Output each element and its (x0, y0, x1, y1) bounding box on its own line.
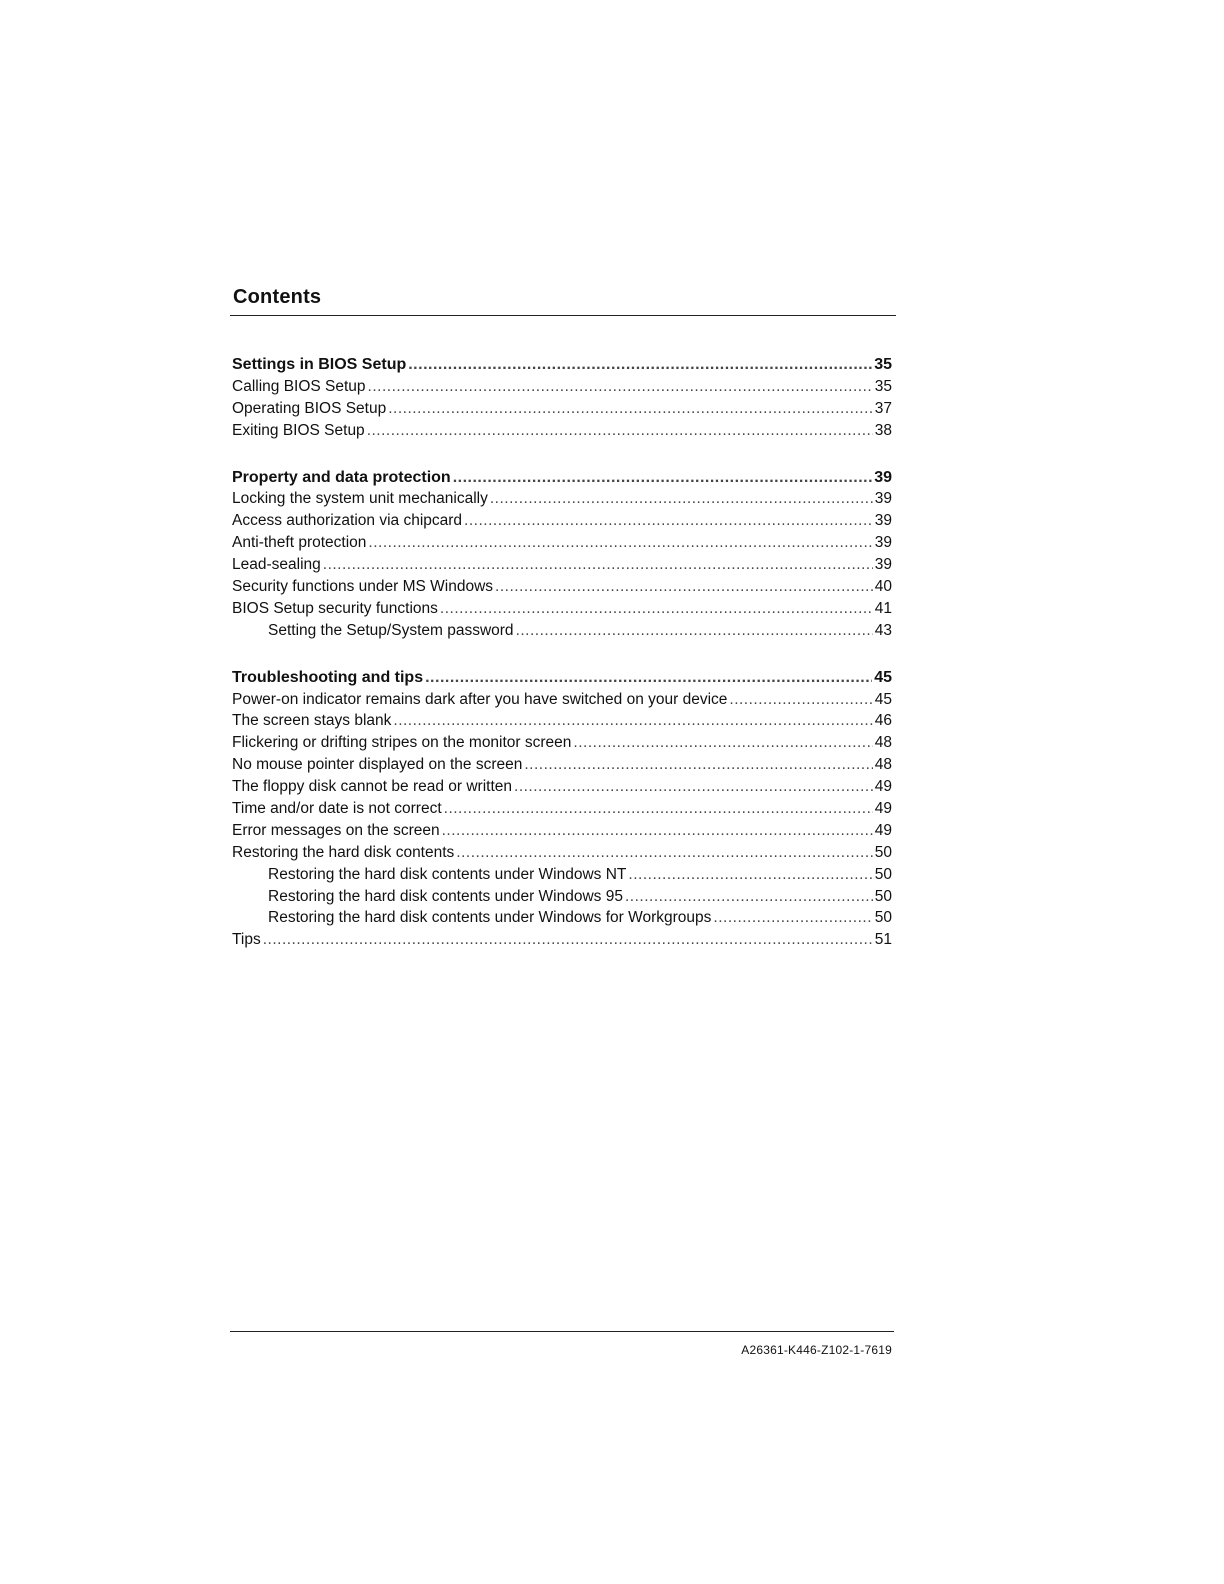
dot-leader (524, 754, 872, 776)
dot-leader (514, 776, 873, 798)
toc-entry[interactable] (232, 488, 892, 510)
toc-page-number: 50 (874, 909, 892, 927)
toc-page-number: 39 (874, 468, 892, 486)
toc-page-number: 40 (874, 578, 892, 596)
toc-entry[interactable] (232, 754, 892, 776)
toc-entry-title: No mouse pointer displayed on the screen (232, 756, 523, 774)
toc-page-number: 50 (874, 843, 892, 861)
toc-page-number: 38 (874, 421, 892, 439)
toc-page-number: 45 (874, 690, 892, 708)
dot-leader (453, 467, 873, 489)
toc-entry-title: Power-on indicator remains dark after you have switched on your device (232, 690, 728, 708)
toc-page-number: 49 (874, 778, 892, 796)
toc-entry[interactable] (232, 420, 892, 442)
toc-entry[interactable] (232, 820, 892, 842)
toc-entry[interactable] (232, 776, 892, 798)
dot-leader (368, 376, 873, 398)
toc-entry-title: Anti-theft protection (232, 534, 367, 552)
dot-leader (425, 667, 872, 689)
dot-leader (408, 354, 872, 376)
dot-leader (464, 510, 873, 532)
dot-leader (456, 842, 872, 864)
toc-entry-title: Restoring the hard disk contents under Windows for Workgroups (268, 909, 712, 927)
toc-entry-title: Property and data protection (232, 468, 451, 486)
toc-entry-title: Exiting BIOS Setup (232, 421, 365, 439)
toc-page-number: 37 (874, 399, 892, 417)
toc-entry-title: Settings in BIOS Setup (232, 356, 407, 373)
toc-entry[interactable] (232, 510, 892, 532)
dot-leader (388, 398, 873, 420)
dot-leader (516, 620, 873, 642)
toc-page-number: 43 (874, 621, 892, 639)
dot-leader (495, 576, 873, 598)
toc-entry[interactable] (232, 532, 892, 554)
toc-entry-title: Error messages on the screen (232, 821, 440, 839)
toc-page-number: 46 (874, 712, 892, 730)
toc-entry-title: Restoring the hard disk contents (232, 843, 455, 861)
dot-leader (323, 554, 873, 576)
top-rule (230, 315, 896, 316)
toc-entry-title: Restoring the hard disk contents under Windows 95 (268, 887, 623, 905)
toc-subentry[interactable] (232, 864, 892, 886)
toc-page-number: 45 (874, 668, 892, 686)
toc-page-number: 49 (874, 800, 892, 818)
document-id: A26361-K446-Z102-1-7619 (741, 1343, 892, 1357)
toc-entry-title: Time and/or date is not correct (232, 800, 442, 818)
toc-subentry[interactable] (232, 907, 892, 929)
toc-entry-title: The screen stays blank (232, 712, 392, 730)
toc-entry-title: BIOS Setup security functions (232, 599, 438, 617)
toc-entry-title: Lead-sealing (232, 556, 321, 574)
dot-leader (625, 886, 873, 908)
toc-entry-title: Locking the system unit mechanically (232, 490, 488, 508)
dot-leader (442, 820, 873, 842)
toc-entry-title: Restoring the hard disk contents under Windows NT (268, 865, 627, 883)
table-of-contents (232, 354, 892, 976)
toc-entry[interactable] (232, 710, 892, 732)
toc-entry[interactable] (232, 842, 892, 864)
toc-page-number: 39 (874, 490, 892, 508)
dot-leader (393, 710, 872, 732)
toc-entry[interactable] (232, 398, 892, 420)
toc-section-heading[interactable] (232, 354, 892, 376)
toc-entry[interactable] (232, 376, 892, 398)
toc-entry-title: Operating BIOS Setup (232, 399, 387, 417)
toc-page-number: 39 (874, 534, 892, 552)
toc-entry-title: Flickering or drifting stripes on the monitor screen (232, 734, 572, 752)
toc-entry-title: Security functions under MS Windows (232, 578, 494, 596)
toc-section (232, 354, 892, 442)
bottom-rule (230, 1331, 894, 1332)
dot-leader (628, 864, 872, 886)
toc-entry[interactable] (232, 798, 892, 820)
toc-section (232, 467, 892, 642)
toc-entry-title: Setting the Setup/System password (268, 621, 514, 639)
dot-leader (367, 420, 873, 442)
toc-entry-title: Access authorization via chipcard (232, 512, 463, 530)
dot-leader (713, 907, 872, 929)
toc-entry[interactable] (232, 929, 892, 951)
toc-page-number: 39 (874, 512, 892, 530)
dot-leader (490, 488, 873, 510)
toc-entry-title: Tips (232, 931, 261, 949)
toc-entry-title: Troubleshooting and tips (232, 668, 424, 686)
toc-subentry[interactable] (232, 620, 892, 642)
dot-leader (444, 798, 873, 820)
toc-page-number: 35 (874, 356, 892, 373)
toc-section (232, 667, 892, 952)
toc-subentry[interactable] (232, 886, 892, 908)
toc-entry[interactable] (232, 554, 892, 576)
toc-page-number: 41 (874, 599, 892, 617)
dot-leader (573, 732, 872, 754)
toc-page-number: 48 (874, 734, 892, 752)
dot-leader (368, 532, 872, 554)
toc-entry[interactable] (232, 732, 892, 754)
toc-page-number: 50 (874, 887, 892, 905)
toc-entry[interactable] (232, 576, 892, 598)
dot-leader (729, 689, 872, 711)
toc-entry[interactable] (232, 689, 892, 711)
dot-leader (440, 598, 873, 620)
toc-section-heading[interactable] (232, 667, 892, 689)
dot-leader (263, 929, 873, 951)
toc-page-number: 48 (874, 756, 892, 774)
toc-section-heading[interactable] (232, 467, 892, 489)
toc-page-number: 39 (874, 556, 892, 574)
toc-page-number: 50 (874, 865, 892, 883)
toc-page-number: 51 (874, 931, 892, 949)
toc-entry-title: The floppy disk cannot be read or written (232, 778, 513, 796)
toc-page-number: 49 (874, 821, 892, 839)
toc-page-number: 35 (874, 377, 892, 395)
toc-entry[interactable] (232, 598, 892, 620)
toc-entry-title: Calling BIOS Setup (232, 377, 366, 395)
page-title: Contents (233, 286, 322, 308)
